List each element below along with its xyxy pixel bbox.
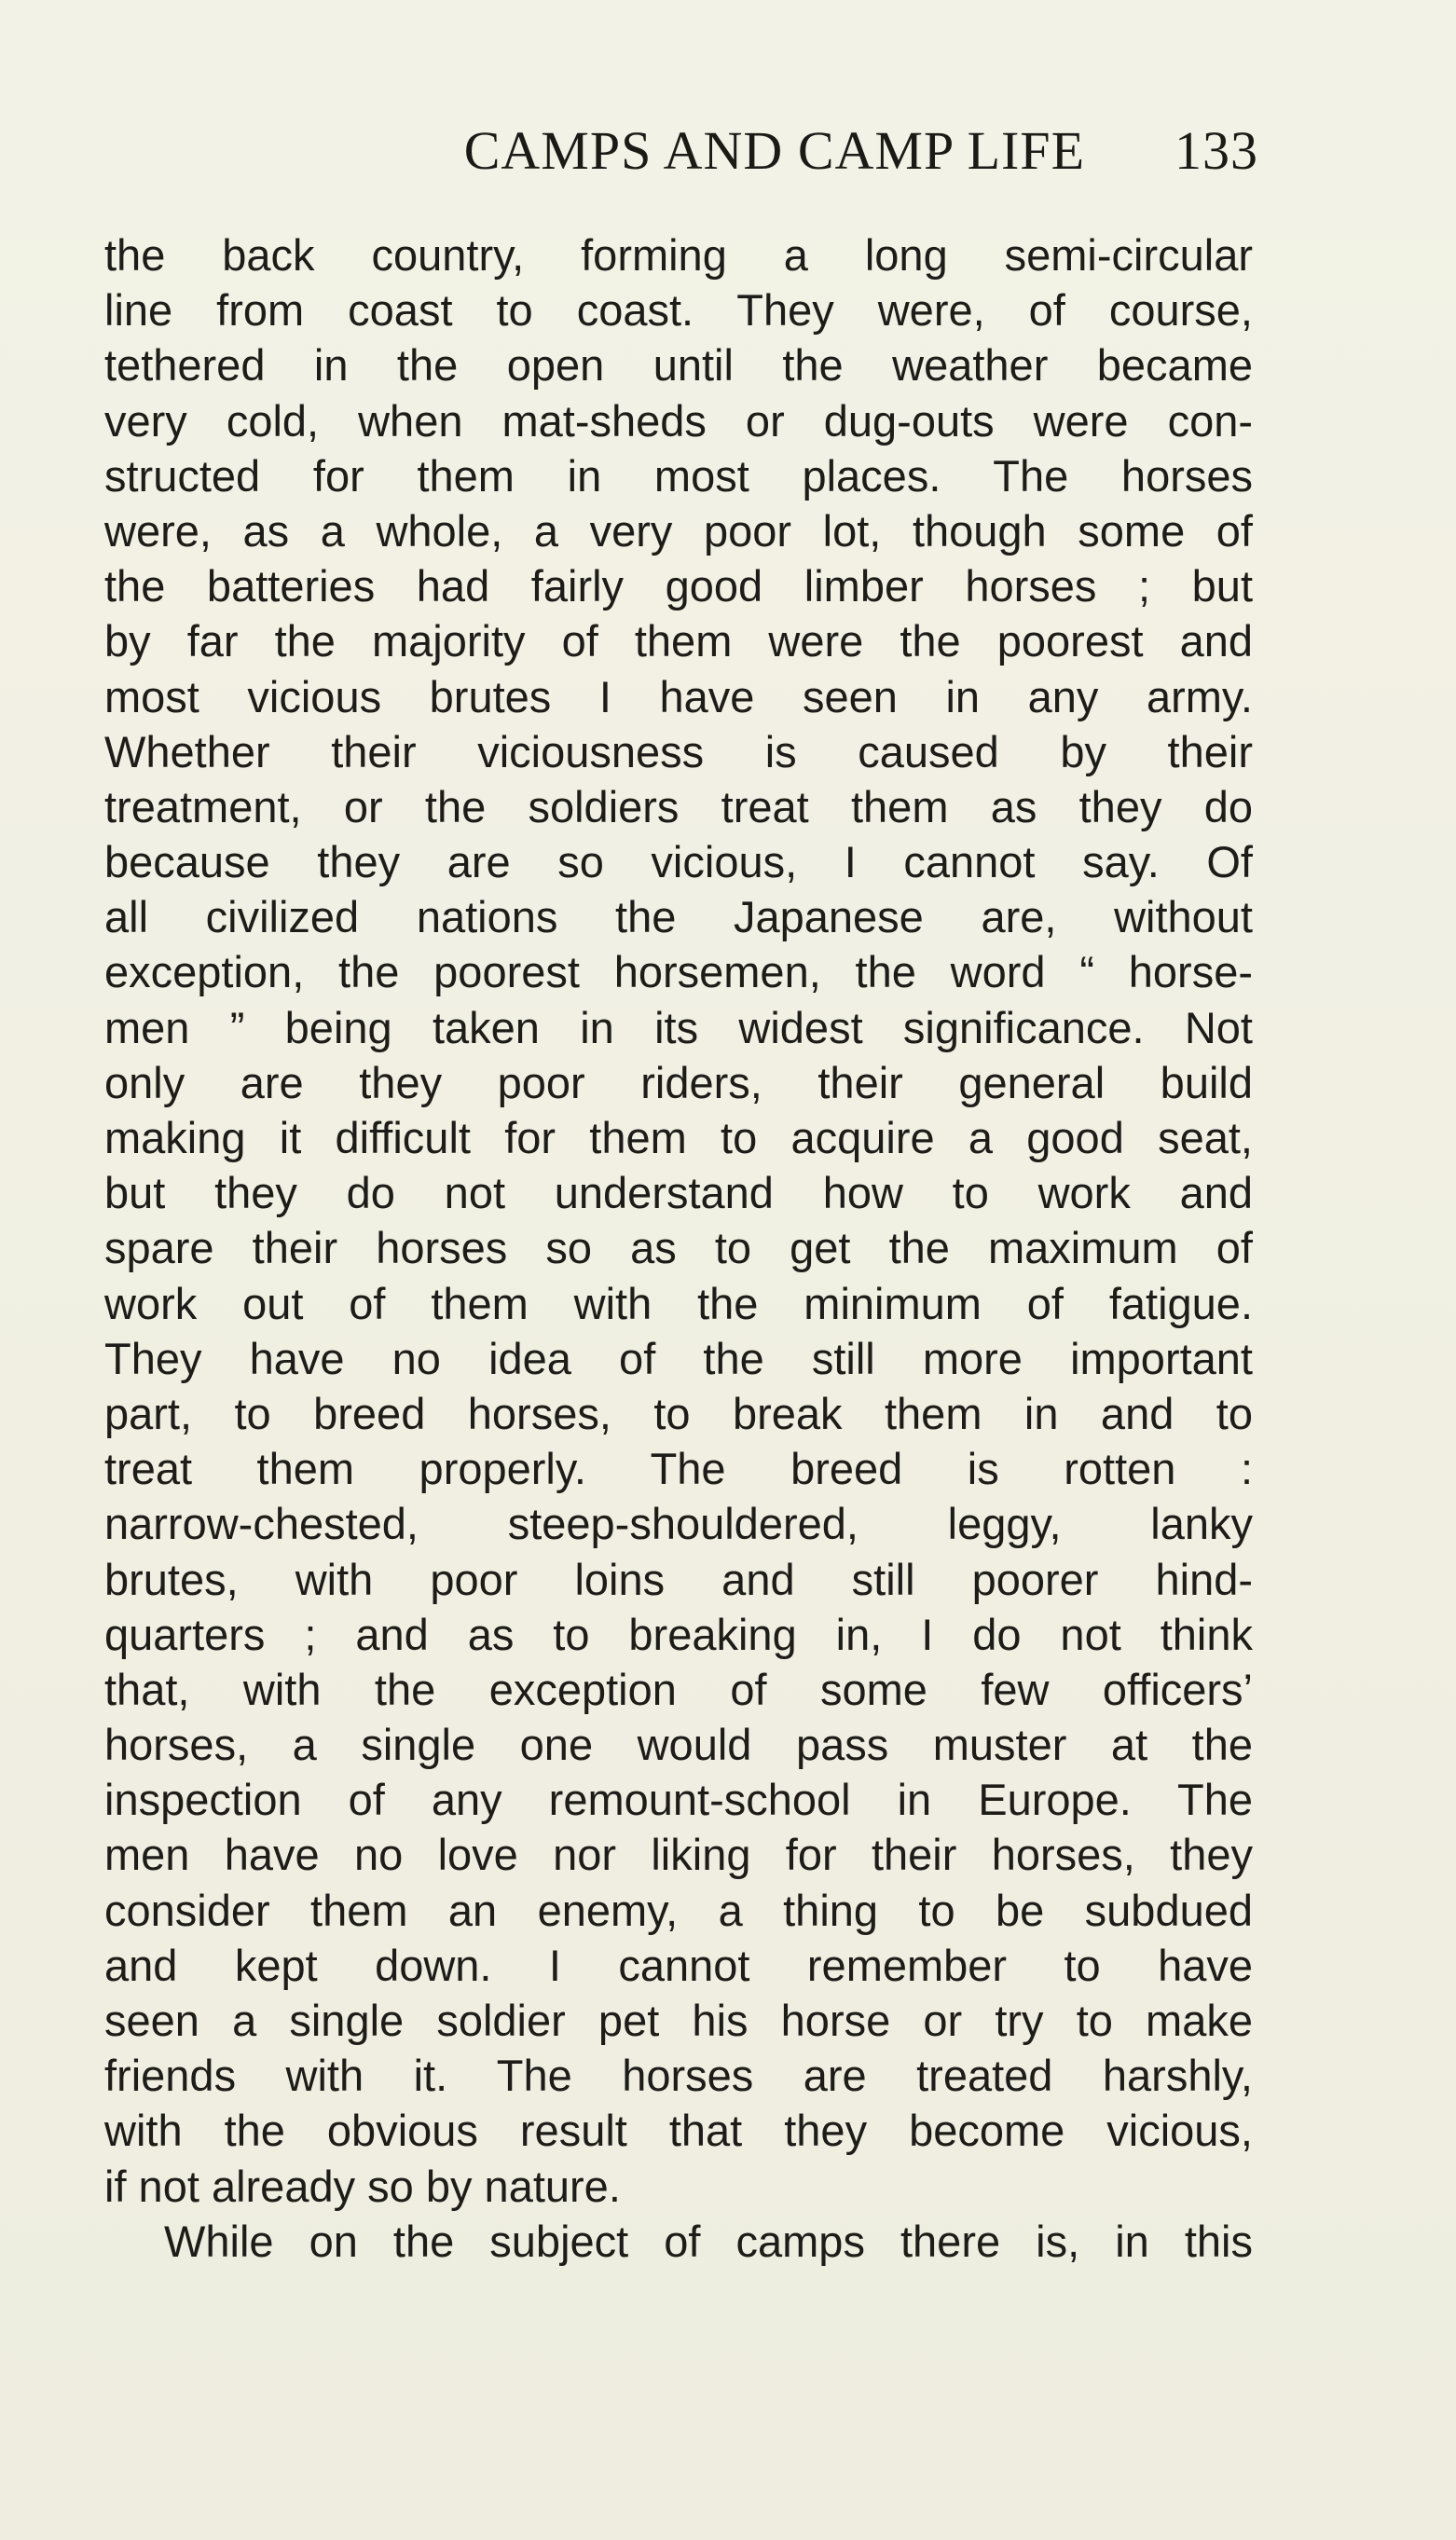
text-line: work out of them with the minimum of fatigue. [104,1278,1253,1328]
text-line: horses, a single one would pass muster at the [104,1720,1253,1770]
text-line: quarters ; and as to breaking in, I do not think [104,1609,1253,1659]
text-line: men have no love nor liking for their horses, they [104,1830,1253,1880]
text-line: treat them properly. The breed is rotten : [104,1444,1253,1494]
running-title: CAMPS AND CAMP LIFE [463,120,1085,181]
text-line: that, with the exception of some few officers’ [104,1664,1253,1714]
text-line: because they are so vicious, I cannot say. Of [104,837,1253,887]
paragraph-start-line: While on the subject of camps there is, in this [164,2216,1253,2266]
text-line: They have no idea of the still more important [104,1333,1253,1383]
text-line: making it difficult for them to acquire a good seat, [104,1113,1253,1162]
text-line: were, as a whole, a very poor lot, though some of [104,505,1253,556]
text-line: men ” being taken in its widest significance. Not [104,1002,1253,1052]
text-line: very cold, when mat-sheds or dug-outs were con- [104,395,1253,446]
text-line: only are they poor riders, their general build [104,1057,1253,1107]
text-line: inspection of any remount-school in Europe. The [104,1775,1253,1825]
page-header [101,119,1258,185]
text-line: all civilized nations the Japanese are, without [104,892,1253,942]
text-line: the batteries had fairly good limber horses ; but [104,561,1253,611]
text-line: friends with it. The horses are treated harshly, [104,2051,1253,2101]
text-line: narrow-chested, steep-shouldered, leggy, lanky [104,1499,1253,1549]
text-line: by far the majority of them were the poorest and [104,616,1253,666]
page-number: 133 [1174,120,1258,181]
text-line: but they do not understand how to work and [104,1168,1253,1218]
text-line: brutes, with poor loins and still poorer hind- [104,1554,1253,1604]
text-line: with the obvious result that they become vicious, [104,2106,1253,2156]
text-line: part, to breed horses, to break them in and to [104,1388,1253,1438]
text-line: tethered in the open until the weather became [104,340,1253,391]
text-line: Whether their viciousness is caused by their [104,726,1253,776]
text-line: treatment, or the soldiers treat them as they do [104,781,1253,831]
text-line: spare their horses so as to get the maximum of [104,1223,1253,1273]
text-line: line from coast to coast. They were, of course, [104,285,1253,336]
text-line: the back country, forming a long semi-circular [104,230,1253,280]
text-line: seen a single soldier pet his horse or try to make [104,1996,1253,2045]
body-text [104,227,1253,2269]
text-line: structed for them in most places. The horses [104,450,1253,501]
text-line: most vicious brutes I have seen in any army. [104,671,1253,721]
text-line: and kept down. I cannot remember to have [104,1940,1253,1990]
text-line: consider them an enemy, a thing to be subdued [104,1885,1253,1935]
paragraph-end-line: if not already so by nature. [104,2161,621,2211]
text-line: exception, the poorest horsemen, the word “ horse- [104,947,1253,997]
